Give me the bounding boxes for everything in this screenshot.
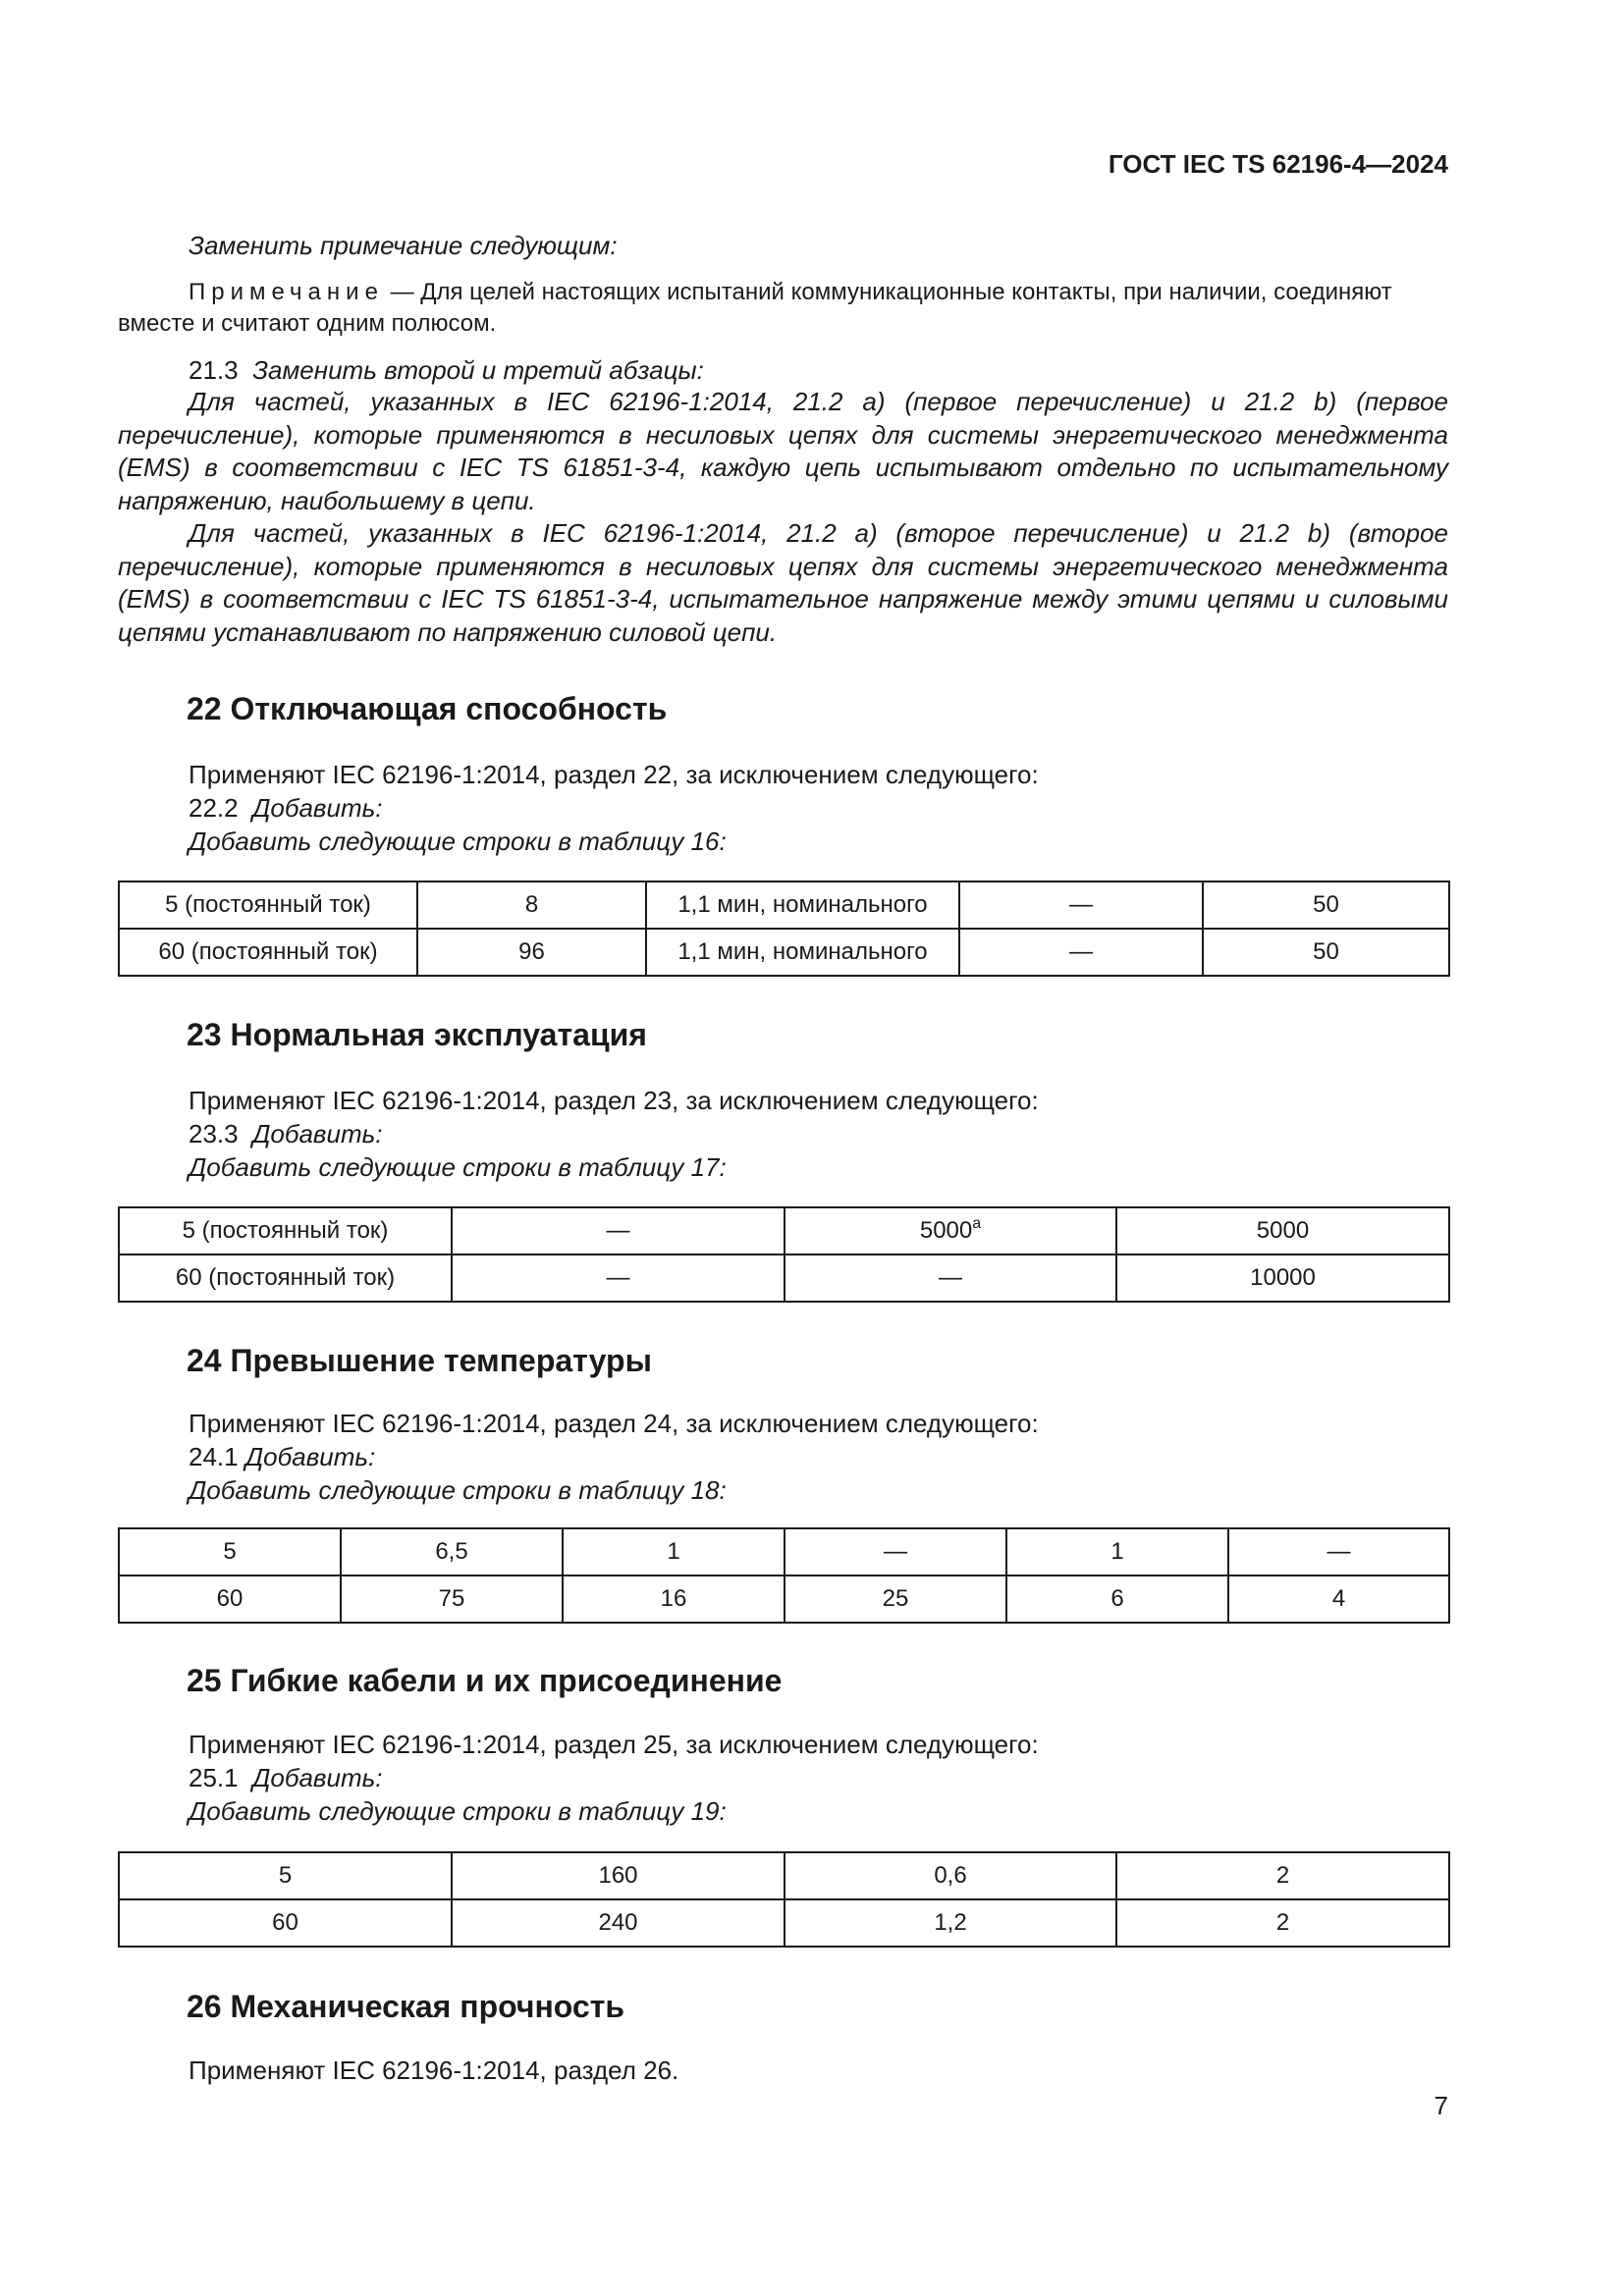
section-24-apply: Применяют IEC 62196-1:2014, раздел 24, за исключением следующего:	[189, 1409, 1039, 1438]
sub-number: 24.1	[189, 1442, 239, 1471]
section-26-apply: Применяют IEC 62196-1:2014, раздел 26.	[189, 2056, 679, 2085]
table-cell: 1	[1006, 1528, 1228, 1575]
table-row	[119, 1528, 1449, 1575]
table-cell: 6	[1006, 1575, 1228, 1623]
table-cell: 5 (постоянный ток)	[119, 1207, 452, 1255]
table-cell: 1,1 мин, номинального	[646, 881, 959, 929]
table-cell	[785, 1207, 1116, 1255]
table-row	[119, 1852, 1449, 1899]
note-line-1	[189, 276, 1392, 309]
sub-instruction: Добавить:	[252, 1763, 383, 1792]
sub-instruction: Добавить:	[252, 1119, 383, 1148]
table-cell: 60 (постоянный ток)	[119, 929, 417, 976]
replace-note-instruction: Заменить примечание следующим:	[189, 231, 618, 260]
table-cell: 50	[1203, 929, 1449, 976]
section-25-apply: Применяют IEC 62196-1:2014, раздел 25, за исключением следующего:	[189, 1730, 1039, 1759]
sub-number: 23.3	[189, 1119, 239, 1148]
table-cell: 8	[417, 881, 646, 929]
table-cell: 60 (постоянный ток)	[119, 1255, 452, 1302]
table-cell: 2	[1116, 1852, 1449, 1899]
table-row	[119, 1255, 1449, 1302]
table-cell: —	[959, 881, 1203, 929]
table-cell: 0,6	[785, 1852, 1116, 1899]
section-22-apply: Применяют IEC 62196-1:2014, раздел 22, за исключением следующего:	[189, 760, 1039, 789]
sub-instruction: Добавить:	[244, 1442, 376, 1471]
section-25-heading: 25 Гибкие кабели и их присоединение	[187, 1663, 783, 1698]
section-23-heading: 23 Нормальная эксплуатация	[187, 1017, 647, 1052]
note-text-1: — Для целей настоящих испытаний коммуникационные контакты, при наличии, соединяют	[383, 279, 1392, 305]
table-cell: 4	[1228, 1575, 1449, 1623]
section-23-sub	[189, 1117, 383, 1150]
table-cell: 10000	[1116, 1255, 1449, 1302]
document-id: ГОСТ IEC TS 62196-4—2024	[1108, 149, 1448, 179]
table-cell: 5000	[1116, 1207, 1449, 1255]
sub-instruction: Добавить:	[252, 793, 383, 823]
table-cell: —	[452, 1255, 785, 1302]
table-cell: —	[959, 929, 1203, 976]
table-cell: —	[785, 1528, 1006, 1575]
table-row	[119, 1899, 1449, 1947]
section-25-sub	[189, 1761, 383, 1794]
paragraph-first-enumeration: Для частей, указанных в IEC 62196-1:2014, 21.2 a) (первое перечисление) и 21.2 b) (первое перечисление), которые применяются в несиловых цепях для системы энергетического менеджмента (EMS) в соответствии с IEC TS 61851-3-4, каждую цепь испытывают отдельно по испытательному напряжению, наибольшему в цепи.	[118, 387, 1448, 515]
table-row	[119, 1207, 1449, 1255]
paragraph-second-enumeration: Для частей, указанных в IEC 62196-1:2014, 21.2 a) (второе перечисление) и 21.2 b) (второе перечисление), которые применяются в несиловых цепях для системы энергетического менеджмента (EMS) в соответствии с IEC TS 61851-3-4, испытательное напряжение между этими цепями и силовыми цепями устанавливают по напряжению силовой цепи.	[118, 518, 1448, 647]
section-24-sub	[189, 1440, 375, 1473]
table-cell: —	[785, 1255, 1116, 1302]
table-row	[119, 929, 1449, 976]
section-22-heading: 22 Отключающая способность	[187, 691, 668, 726]
table-row	[119, 881, 1449, 929]
section-23-add-rows: Добавить следующие строки в таблицу 17:	[189, 1152, 727, 1182]
table-cell: 5	[119, 1852, 452, 1899]
page-number: 7	[1434, 2091, 1448, 2120]
table-cell: 6,5	[341, 1528, 563, 1575]
table-19-rows	[118, 1851, 1450, 1948]
note-label: Примечание	[189, 279, 384, 305]
section-23-apply: Применяют IEC 62196-1:2014, раздел 23, за исключением следующего:	[189, 1086, 1039, 1115]
sub-number: 22.2	[189, 793, 239, 823]
cell-value: 5000	[919, 1217, 973, 1244]
table-cell: 96	[417, 929, 646, 976]
section-24-heading: 24 Превышение температуры	[187, 1343, 652, 1378]
clause-21-3	[189, 353, 704, 387]
table-cell: 1	[563, 1528, 785, 1575]
table-cell: 75	[341, 1575, 563, 1623]
table-cell: 25	[785, 1575, 1006, 1623]
table-18-rows	[118, 1527, 1450, 1624]
table-cell: 50	[1203, 881, 1449, 929]
section-25-add-rows: Добавить следующие строки в таблицу 19:	[189, 1796, 727, 1826]
clause-number: 21.3	[189, 355, 239, 385]
table-cell: 2	[1116, 1899, 1449, 1947]
section-22-add-rows: Добавить следующие строки в таблицу 16:	[189, 827, 727, 856]
table-cell: 1,2	[785, 1899, 1116, 1947]
table-16-rows	[118, 881, 1450, 977]
footnote-mark: a	[972, 1215, 982, 1232]
section-26-heading: 26 Механическая прочность	[187, 1989, 625, 2024]
table-cell: 240	[452, 1899, 785, 1947]
note-text-2: вместе и считают одним полюсом.	[118, 310, 497, 337]
table-cell: —	[1228, 1528, 1449, 1575]
table-cell: 16	[563, 1575, 785, 1623]
table-cell: 160	[452, 1852, 785, 1899]
sub-number: 25.1	[189, 1763, 239, 1792]
table-17-rows	[118, 1206, 1450, 1303]
table-cell: 1,1 мин, номинального	[646, 929, 959, 976]
table-cell: 60	[119, 1575, 341, 1623]
table-cell: —	[452, 1207, 785, 1255]
section-24-add-rows: Добавить следующие строки в таблицу 18:	[189, 1475, 727, 1505]
table-cell: 60	[119, 1899, 452, 1947]
table-cell: 5 (постоянный ток)	[119, 881, 417, 929]
table-cell: 5	[119, 1528, 341, 1575]
clause-instruction: Заменить второй и третий абзацы:	[252, 355, 704, 385]
table-row	[119, 1575, 1449, 1623]
section-22-sub	[189, 791, 383, 825]
